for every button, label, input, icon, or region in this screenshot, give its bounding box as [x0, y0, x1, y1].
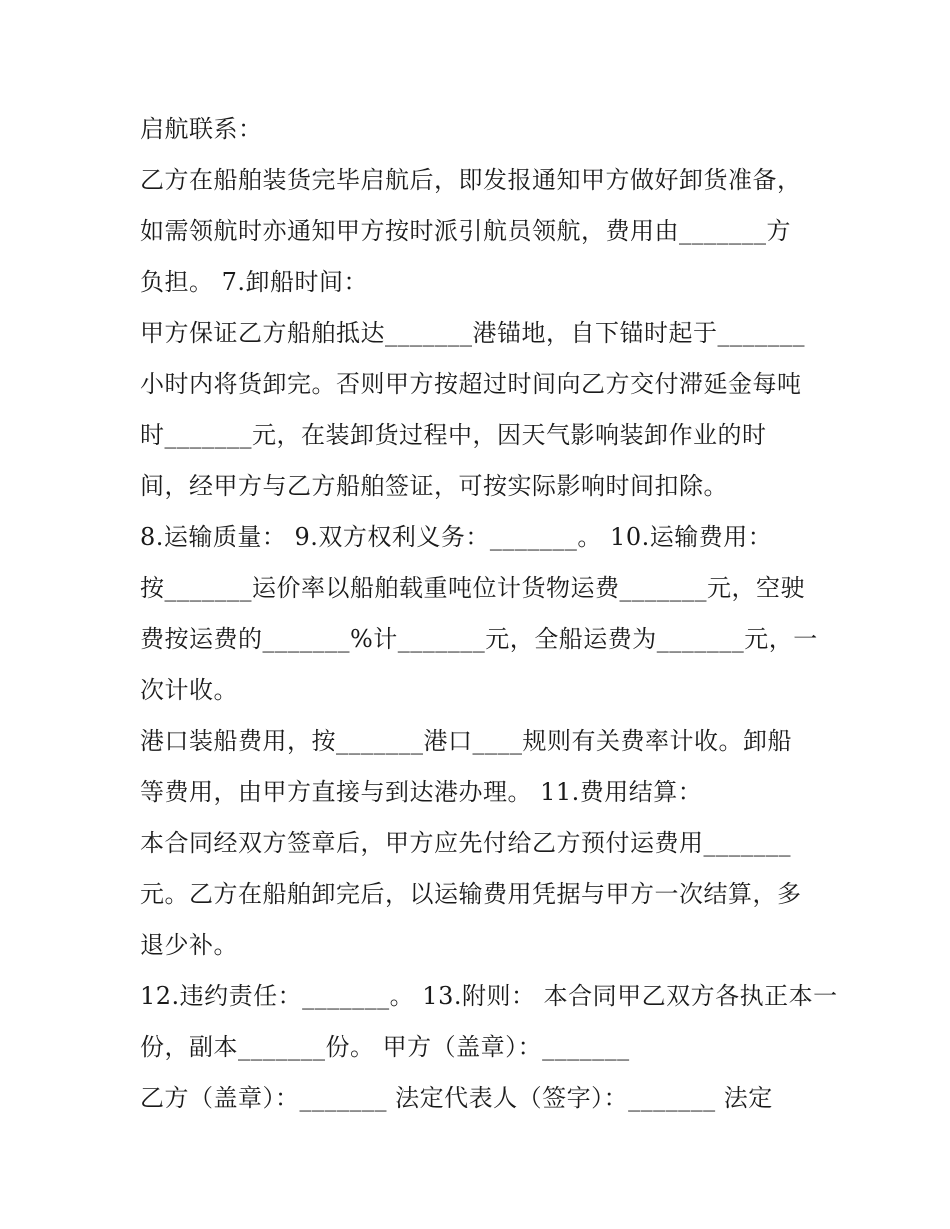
text-line: 甲方保证乙方船舶抵达_______港锚地，自下锚时起于_______ [140, 319, 805, 347]
text-line: 退少补。 [140, 931, 238, 959]
text-line: 小时内将货卸完。否则甲方按超过时间向乙方交付滞延金每吨 [140, 370, 802, 398]
text-line: 港口装船费用，按_______港口____规则有关费率计收。卸船 [140, 727, 792, 755]
text-line: 12.违约责任：_______。 13.附则： 本合同甲乙双方各执正本一 [140, 982, 838, 1010]
text-line: 如需领航时亦通知甲方按时派引航员领航，费用由_______方 [140, 217, 791, 245]
text-line: 负担。 7.卸船时间： [140, 268, 369, 296]
text-line: 时_______元，在装卸货过程中，因天气影响装卸作业的时 [140, 421, 767, 449]
text-line: 按_______运价率以船舶载重吨位计货物运费_______元，空驶 [140, 574, 805, 602]
text-line: 间，经甲方与乙方船舶签证，可按实际影响时间扣除。 [140, 472, 728, 500]
text-line: 本合同经双方签章后，甲方应先付给乙方预付运费用_______ [140, 829, 791, 857]
text-line: 8.运输质量： 9.双方权利义务：_______。 10.运输费用： [140, 523, 773, 551]
text-line: 等费用，由甲方直接与到达港办理。 11.费用结算： [140, 778, 703, 806]
text-line: 乙方在船舶装货完毕启航后，即发报通知甲方做好卸货准备， [140, 166, 802, 194]
text-line: 元。乙方在船舶卸完后，以运输费用凭据与甲方一次结算，多 [140, 880, 802, 908]
text-line: 乙方（盖章）：_______ 法定代表人（签字）：_______ 法定 [140, 1084, 773, 1112]
text-line-heading: 启航联系： [140, 115, 263, 143]
text-line: 次计收。 [140, 676, 238, 704]
text-line: 费按运费的_______%计_______元，全船运费为_______元，一 [140, 625, 818, 653]
text-line: 份，副本_______份。 甲方（盖章）：_______ [140, 1033, 630, 1061]
